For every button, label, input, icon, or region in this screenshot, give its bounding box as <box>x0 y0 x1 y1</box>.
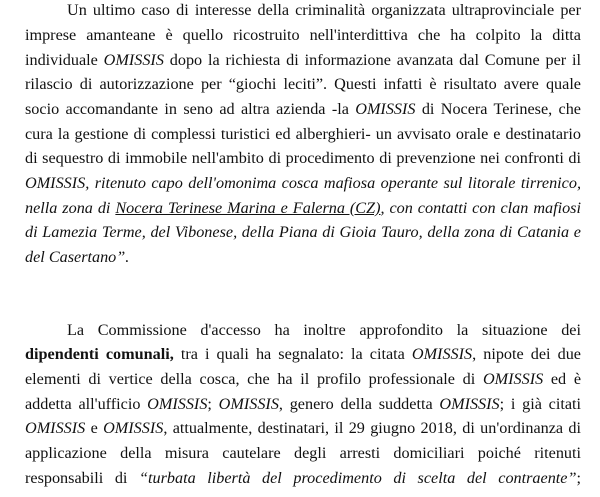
para1-line-7: di sequestro di immobile nell'ambito di procedimento di prevenzione nei confronti di <box>25 149 581 167</box>
para1-line-2: imprese amanteane è quello ricostruito nell'interdittiva che ha colpito la ditta <box>25 26 581 44</box>
para2-line-2: dipendenti comunali, tra i quali ha segnalato: la citata OMISSIS, nipote dei due <box>25 345 581 363</box>
para1-line-3: individuale OMISSIS dopo la richiesta di informazione avanzata dal Comune per il <box>25 51 581 69</box>
para1-line-11: del Casertano”. <box>25 248 130 266</box>
para2-line-1: La Commissione d'accesso ha inoltre approfondito la situazione dei <box>67 321 581 339</box>
quoted-offence: “turbata libertà del procedimento di scelta del contraente” <box>139 469 577 487</box>
para1-line-4: rilascio di autorizzazione per “giochi leciti”. Questi infatti è risultato avere quale <box>25 75 581 93</box>
para1-line-1: Un ultimo caso di interesse della criminalità organizzata ultraprovinciale per <box>67 1 581 19</box>
para2-line-4: addetta all'ufficio OMISSIS; OMISSIS, genero della suddetta OMISSIS; i già citati <box>25 395 581 413</box>
underlined-location: Nocera Terinese Marina e Falerna (CZ) <box>115 199 381 217</box>
omissis-text: OMISSIS <box>147 395 208 413</box>
bold-term: dipendenti comunali, <box>25 345 174 363</box>
para2-line-6: applicazione della misura cautelare degli arresti domiciliari poiché ritenuti <box>25 444 581 462</box>
omissis-text: OMISSIS <box>411 345 473 363</box>
omissis-text: OMISSIS <box>482 370 544 388</box>
para1-line-8: OMISSIS, ritenuto capo dell'omonima cosca mafiosa operante sul litorale tirrenico, <box>25 174 581 192</box>
omissis-text: OMISSIS <box>218 395 279 413</box>
para2-line-3: elementi di vertice della cosca, che ha il profilo professionale di OMISSIS ed è <box>25 370 582 388</box>
omissis-text: OMISSIS <box>103 419 164 437</box>
omissis-text: OMISSIS <box>25 419 86 437</box>
omissis-text: OMISSIS <box>103 51 164 69</box>
omissis-text: OMISSIS <box>355 100 416 118</box>
para2-line-7: responsabili di “turbata libertà del procedimento di scelta del contraente”; <box>25 469 581 487</box>
para2-line-5: OMISSIS e OMISSIS, attualmente, destinatari, il 29 giugno 2018, di un'ordinanza di <box>25 419 582 437</box>
para1-line-5: socio accomandante in seno ad altra azienda -la OMISSIS di Nocera Terinese, che <box>25 100 581 118</box>
para1-line-10: di Lamezia Terme, del Vibonese, della Piana di Gioia Tauro, della zona di Catania e <box>25 223 581 241</box>
para1-line-6: cura la gestione di complessi turistici ed alberghieri- un avvisato orale e destinatario <box>25 125 581 143</box>
para1-line-9: nella zona di Nocera Terinese Marina e Falerna (CZ), con contatti con clan mafiosi <box>25 199 581 217</box>
omissis-text: OMISSIS <box>439 395 500 413</box>
